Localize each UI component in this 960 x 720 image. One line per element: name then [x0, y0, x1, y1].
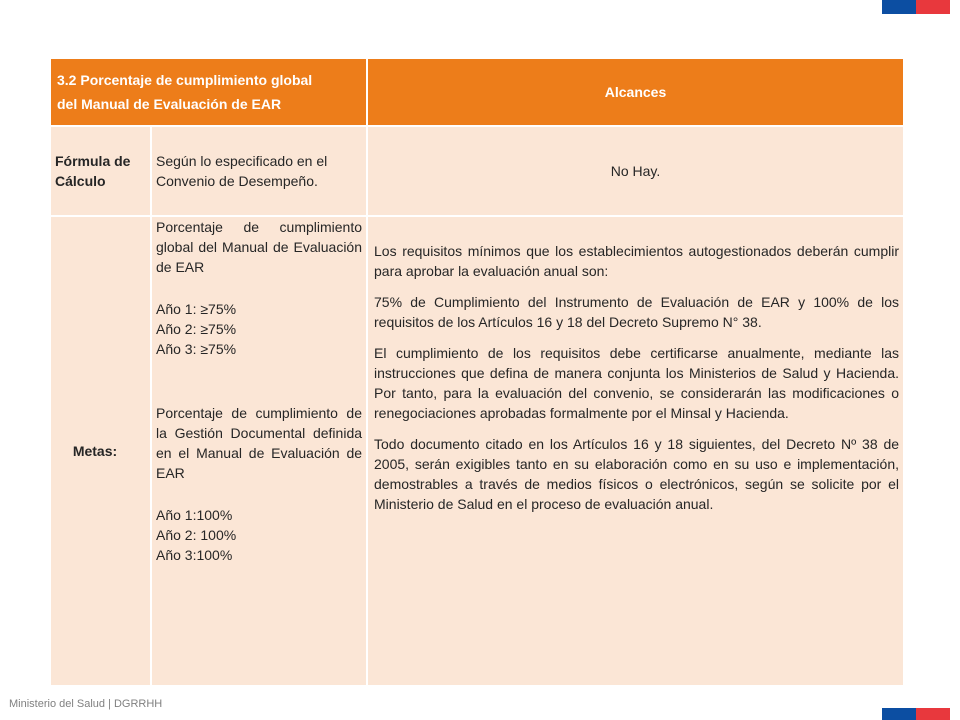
flag-stripe-bottom — [882, 708, 950, 720]
metas-goals-cell — [151, 216, 367, 686]
metas-row — [50, 216, 904, 686]
indicator-table — [49, 57, 905, 687]
goal1-title: Porcentaje de cumplimiento global del Manual de Evaluación de EAR — [156, 219, 363, 275]
formula-label-line1: Fórmula de — [55, 153, 131, 169]
indicator-title-line1: 3.2 Porcentaje de cumplimiento global — [57, 72, 313, 88]
requirements-documents: Todo documento citado en los Artículos 16 y 18 siguientes, del Decreto Nº 38 de 2005, serán exigibles tanto en su elaboración como en su uso e implementación, demostrables a través de medios físicos o electrónicos, según se solicite por el Ministerio de Salud en el proceso de evaluación anual. — [374, 436, 900, 512]
indicator-title-cell — [50, 58, 367, 126]
indicator-title-line2: del Manual de Evaluación de EAR — [57, 96, 282, 112]
goal2-year1: Año 1:100% — [156, 507, 233, 523]
goal1-year1: Año 1: ≥75% — [156, 301, 237, 317]
footer-text: Ministerio del Salud | DGRRHH — [9, 698, 163, 710]
requirements-percentages: 75% de Cumplimiento del Instrumento de Evaluación de EAR y 100% de los requisitos de los Artículos 16 y 18 del Decreto Supremo N° 38. — [374, 294, 900, 330]
formula-label-line2: Cálculo — [55, 173, 106, 189]
flag-blue-block — [882, 708, 916, 720]
goal1-year3: Año 3: ≥75% — [156, 341, 237, 357]
formula-label-cell — [50, 126, 151, 216]
scope-header: Alcances — [367, 58, 904, 126]
goal1-year2: Año 2: ≥75% — [156, 321, 237, 337]
metas-label: Metas: — [50, 216, 151, 686]
metas-requirements-cell — [367, 216, 904, 686]
goal2-year2: Año 2: 100% — [156, 527, 237, 543]
flag-red-block — [916, 0, 950, 14]
requirements-intro: Los requisitos mínimos que los establecimientos autogestionados deberán cumplir para aprobar la evaluación anual son: — [374, 243, 900, 279]
formula-scope: No Hay. — [367, 126, 904, 216]
requirements-certification: El cumplimiento de los requisitos debe certificarse anualmente, mediante las instrucciones que defina de manera conjunta los Ministerios de Salud y Hacienda. Por tanto, para la evaluación del convenio, se considerarán las modificaciones o renegociaciones aprobadas formalmente por el Minsal y Hacienda. — [374, 345, 900, 421]
flag-blue-block — [882, 0, 916, 14]
header-row — [50, 58, 904, 126]
goal2-year3: Año 3:100% — [156, 547, 233, 563]
formula-text: Según lo especificado en el Convenio de Desempeño. — [151, 126, 367, 216]
formula-row — [50, 126, 904, 216]
goal2-title: Porcentaje de cumplimiento de la Gestión Documental definida en el Manual de Evaluación de EAR — [156, 405, 363, 481]
flag-stripe-top — [882, 0, 950, 14]
flag-red-block — [916, 708, 950, 720]
